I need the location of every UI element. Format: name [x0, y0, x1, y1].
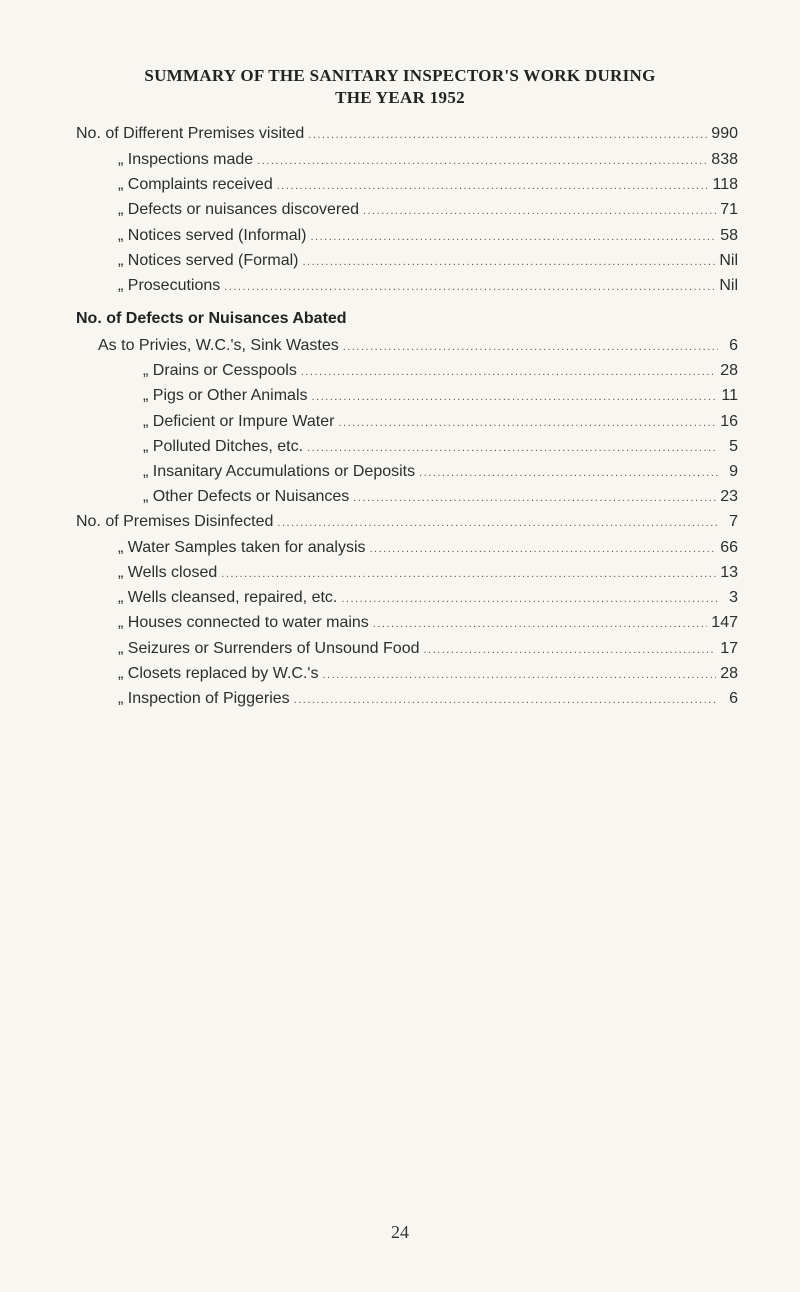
- leader-dots: [343, 337, 718, 357]
- leader-dots: [363, 201, 716, 221]
- row-label: „ Closets replaced by W.C.'s: [118, 665, 319, 682]
- row-label: „ Seizures or Surrenders of Unsound Food: [118, 640, 420, 657]
- abated-row: [143, 437, 738, 458]
- abated-row: [143, 386, 738, 407]
- row-label: „ Water Samples taken for analysis: [118, 539, 366, 556]
- row-value: 5: [729, 438, 738, 455]
- leader-dots: [224, 277, 715, 297]
- premises-row: [118, 538, 738, 559]
- leader-dots: [221, 564, 716, 584]
- leader-dots: [308, 125, 707, 145]
- row-label: „ Notices served (Formal): [118, 252, 299, 269]
- leader-dots: [301, 362, 716, 382]
- row-value: 6: [729, 690, 738, 707]
- page-number: 24: [391, 1222, 409, 1242]
- leader-dots: [341, 589, 718, 609]
- leader-dots: [307, 438, 718, 458]
- summary-row: [118, 226, 738, 247]
- section-heading: No. of Defects or Nuisances Abated: [76, 310, 347, 327]
- abated-row: [98, 336, 738, 357]
- premises-row: [118, 639, 738, 660]
- row-value: 118: [712, 176, 738, 193]
- summary-row: [118, 276, 738, 297]
- row-value: Nil: [719, 252, 738, 269]
- row-label: „ Defects or nuisances discovered: [118, 201, 359, 218]
- row-value: 147: [711, 614, 738, 631]
- abated-row: [143, 462, 738, 483]
- premises-row: [118, 689, 738, 710]
- row-value: 11: [721, 387, 738, 404]
- row-value: 28: [720, 362, 738, 379]
- row-label: „ Pigs or Other Animals: [143, 387, 308, 404]
- leader-dots: [353, 488, 716, 508]
- row-label: No. of Different Premises visited: [76, 125, 305, 142]
- row-label: „ Inspections made: [118, 151, 254, 168]
- summary-row: [118, 175, 738, 196]
- summary-row: [118, 150, 738, 171]
- abated-row: [143, 361, 738, 382]
- row-value: 16: [720, 413, 738, 430]
- row-label: „ Houses connected to water mains: [118, 614, 369, 631]
- row-value: 9: [729, 463, 738, 480]
- row-value: Nil: [719, 277, 738, 294]
- page-title-line1: SUMMARY OF THE SANITARY INSPECTOR'S WORK DURING: [144, 66, 656, 85]
- leader-dots: [277, 176, 709, 196]
- leader-dots: [338, 413, 716, 433]
- premises-row: [118, 664, 738, 685]
- row-value: 17: [720, 640, 738, 657]
- row-label: „ Inspection of Piggeries: [118, 690, 290, 707]
- leader-dots: [370, 539, 717, 559]
- row-label: „ Wells closed: [118, 564, 218, 581]
- leader-dots: [373, 614, 708, 634]
- leader-dots: [294, 690, 718, 710]
- row-value: 23: [720, 488, 738, 505]
- leader-dots: [257, 151, 707, 171]
- row-value: 3: [729, 589, 738, 606]
- leader-dots: [423, 640, 716, 660]
- abated-row: [143, 487, 738, 508]
- premises-row: [118, 588, 738, 609]
- leader-dots: [277, 513, 718, 533]
- row-value: 28: [720, 665, 738, 682]
- abated-row: [143, 412, 738, 433]
- row-label: „ Notices served (Informal): [118, 227, 307, 244]
- row-value: 7: [729, 513, 738, 530]
- row-label: „ Drains or Cesspools: [143, 362, 297, 379]
- leader-dots: [302, 252, 715, 272]
- row-label: „ Prosecutions: [118, 277, 221, 294]
- row-label: „ Complaints received: [118, 176, 273, 193]
- summary-row: [76, 124, 738, 145]
- row-value: 990: [711, 125, 738, 142]
- row-value: 13: [720, 564, 738, 581]
- premises-row: [118, 563, 738, 584]
- row-label: As to Privies, W.C.'s, Sink Wastes: [98, 337, 339, 354]
- leader-dots: [419, 463, 718, 483]
- premises-row: [76, 512, 738, 533]
- leader-dots: [312, 387, 718, 407]
- leader-dots: [322, 665, 716, 685]
- row-value: 66: [720, 539, 738, 556]
- row-label: No. of Premises Disinfected: [76, 513, 274, 530]
- row-value: 838: [711, 151, 738, 168]
- premises-row: [118, 613, 738, 634]
- row-label: „ Insanitary Accumulations or Deposits: [143, 463, 416, 480]
- row-label: „ Deficient or Impure Water: [143, 413, 335, 430]
- page-title-line2: THE YEAR 1952: [335, 88, 465, 107]
- row-label: „ Wells cleansed, repaired, etc.: [118, 589, 338, 606]
- row-value: 58: [720, 227, 738, 244]
- row-value: 71: [720, 201, 738, 218]
- summary-row: [118, 200, 738, 221]
- row-label: „ Other Defects or Nuisances: [143, 488, 350, 505]
- row-label: „ Polluted Ditches, etc.: [143, 438, 304, 455]
- summary-row: [118, 251, 738, 272]
- leader-dots: [311, 227, 717, 247]
- row-value: 6: [729, 337, 738, 354]
